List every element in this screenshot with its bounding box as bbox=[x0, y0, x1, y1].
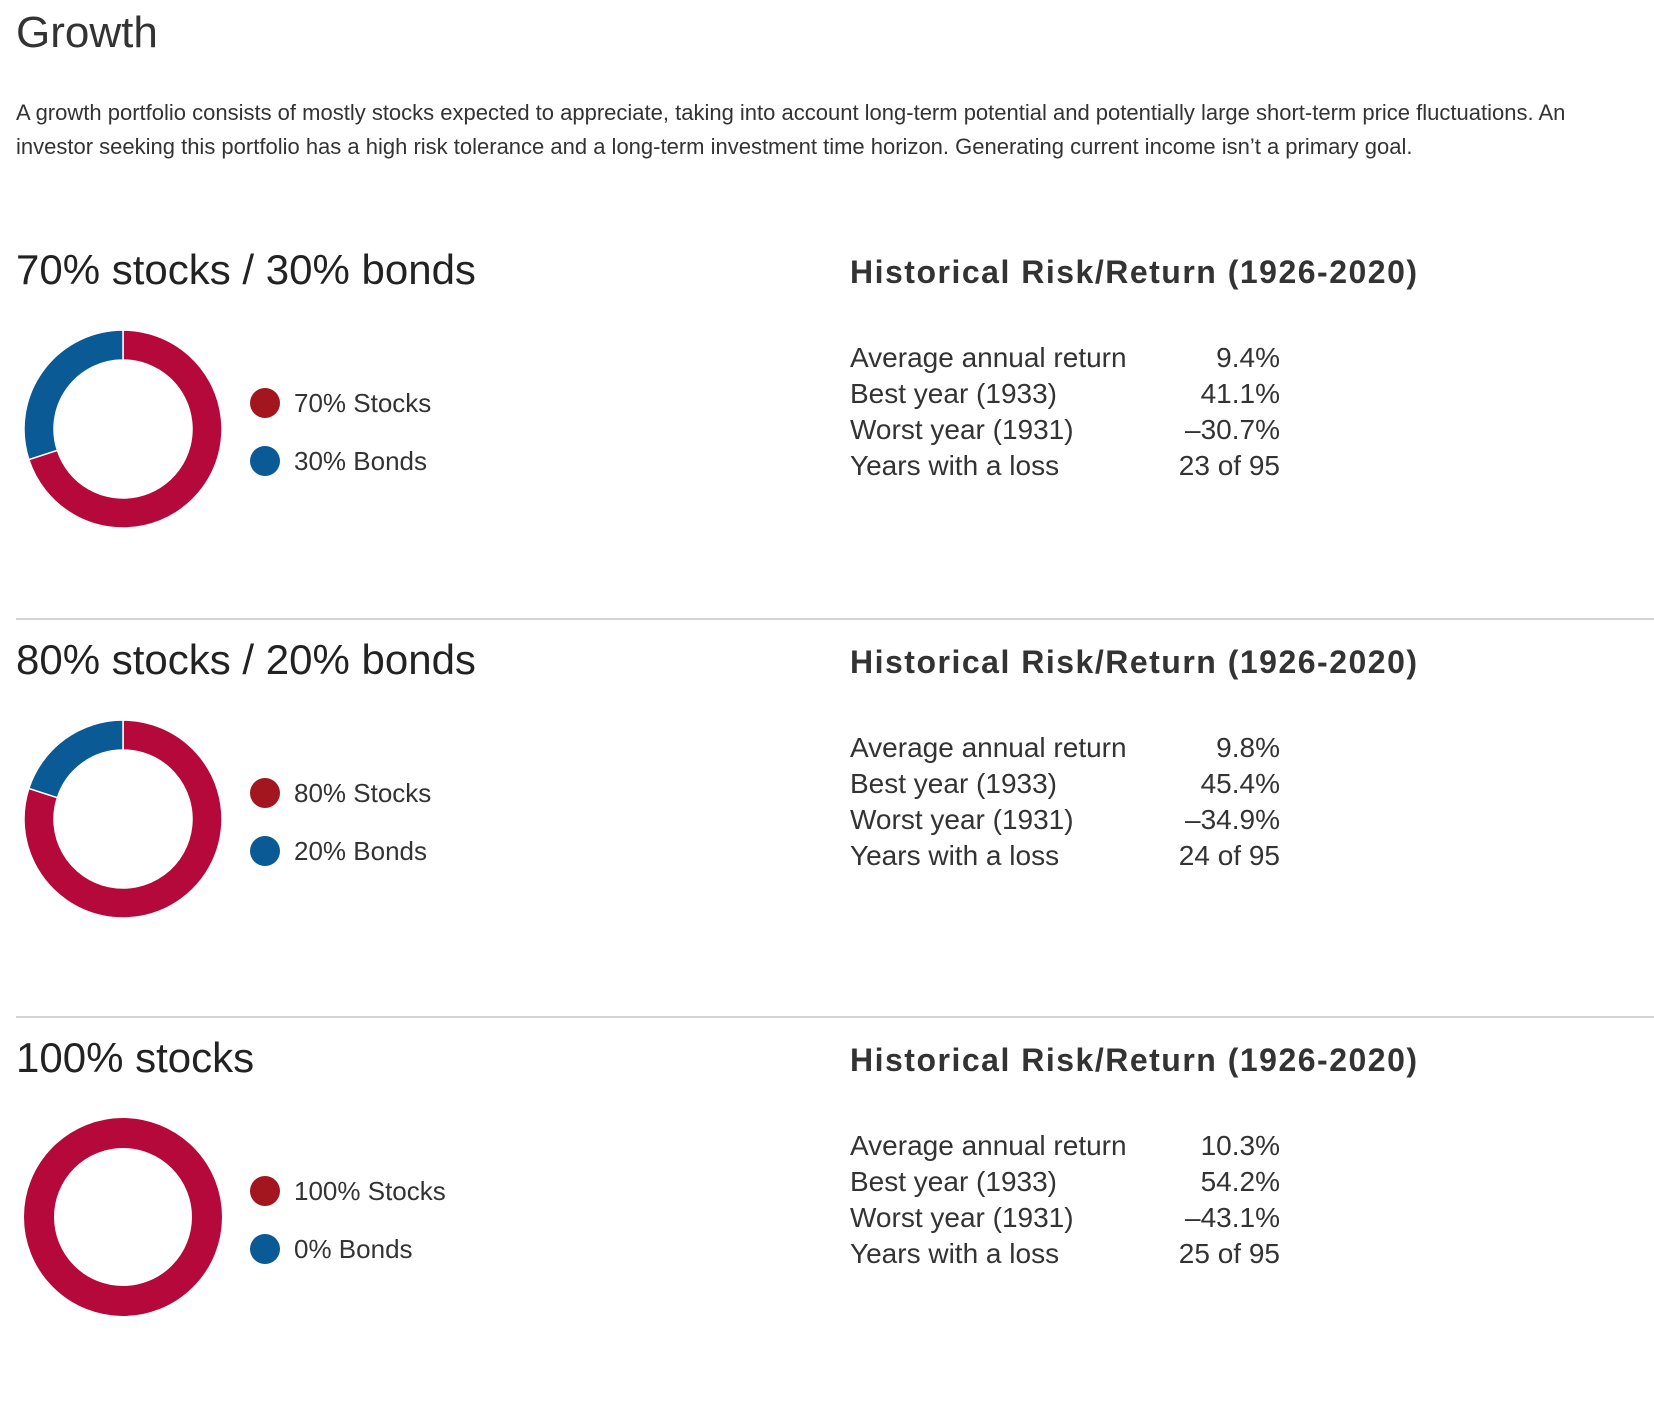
stat-row-average-return bbox=[850, 340, 1280, 376]
legend-item-stocks bbox=[250, 764, 431, 822]
donut-slice-bonds bbox=[24, 330, 123, 460]
stat-label: Average annual return bbox=[850, 732, 1127, 763]
stat-row-average-return bbox=[850, 1128, 1280, 1164]
stat-row-years-with-loss bbox=[850, 1236, 1280, 1272]
legend-item-stocks bbox=[250, 1162, 446, 1220]
chart-legend bbox=[250, 374, 431, 490]
stat-value: 25 of 95 bbox=[1178, 1238, 1280, 1269]
stat-row-best-year bbox=[850, 376, 1280, 412]
stat-label: Average annual return bbox=[850, 342, 1127, 373]
stat-value: –34.9% bbox=[1185, 804, 1280, 835]
stat-label: Average annual return bbox=[850, 1130, 1127, 1161]
portfolio-title: 100% stocks bbox=[16, 1034, 255, 1081]
portfolio-title: 70% stocks / 30% bonds bbox=[16, 246, 476, 293]
stats-title: Historical Risk/Return (1926-2020) bbox=[850, 254, 1419, 290]
allocation-donut-chart bbox=[16, 1110, 230, 1324]
stat-row-worst-year bbox=[850, 412, 1280, 448]
legend-item-bonds bbox=[250, 432, 431, 490]
stat-row-years-with-loss bbox=[850, 838, 1280, 874]
legend-label-stocks: 100% Stocks bbox=[294, 1175, 446, 1206]
stat-label: Worst year (1931) bbox=[850, 804, 1074, 835]
allocation-donut-chart bbox=[16, 712, 230, 926]
stat-label: Years with a loss bbox=[850, 1238, 1060, 1269]
stat-label: Best year (1933) bbox=[850, 768, 1057, 799]
allocation-donut-chart bbox=[16, 322, 230, 536]
stat-value: –30.7% bbox=[1185, 414, 1280, 445]
stocks-color-dot bbox=[250, 778, 280, 808]
stat-value: 23 of 95 bbox=[1178, 450, 1280, 481]
intro-paragraph: A growth portfolio consists of mostly stocks expected to appreciate, taking into account long-term potential and potentially large short-term price fluctuations. An investor seeking this portfolio has a high risk tolerance and a long-term investment time horizon. Generating current income isn’t a primary goal. bbox=[16, 100, 1566, 159]
portfolio-title: 80% stocks / 20% bonds bbox=[16, 636, 476, 683]
stat-value: 54.2% bbox=[1200, 1166, 1280, 1197]
stat-value: 10.3% bbox=[1200, 1130, 1280, 1161]
bonds-color-dot bbox=[250, 446, 280, 476]
stats-title: Historical Risk/Return (1926-2020) bbox=[850, 1042, 1419, 1078]
bonds-color-dot bbox=[250, 836, 280, 866]
legend-item-bonds bbox=[250, 822, 431, 880]
chart-legend bbox=[250, 764, 431, 880]
stocks-color-dot bbox=[250, 388, 280, 418]
section-divider bbox=[16, 618, 1654, 620]
stat-row-years-with-loss bbox=[850, 448, 1280, 484]
stat-label: Worst year (1931) bbox=[850, 1202, 1074, 1233]
stat-value: 45.4% bbox=[1200, 768, 1280, 799]
stat-row-average-return bbox=[850, 730, 1280, 766]
bonds-color-dot bbox=[250, 1234, 280, 1264]
stat-row-worst-year bbox=[850, 1200, 1280, 1236]
stat-label: Best year (1933) bbox=[850, 1166, 1057, 1197]
legend-label-bonds: 30% Bonds bbox=[294, 445, 427, 476]
stat-label: Years with a loss bbox=[850, 450, 1060, 481]
stat-label: Years with a loss bbox=[850, 840, 1060, 871]
page-title: Growth bbox=[16, 8, 158, 57]
stat-row-best-year bbox=[850, 766, 1280, 802]
legend-label-stocks: 80% Stocks bbox=[294, 777, 432, 808]
stat-label: Worst year (1931) bbox=[850, 414, 1074, 445]
stat-value: 9.4% bbox=[1216, 342, 1280, 373]
stat-label: Best year (1933) bbox=[850, 378, 1057, 409]
donut-slice-bonds bbox=[29, 720, 123, 798]
stats-table bbox=[850, 1128, 1280, 1272]
stats-table bbox=[850, 340, 1280, 484]
legend-label-bonds: 20% Bonds bbox=[294, 835, 427, 866]
portfolio-section-70-30 bbox=[0, 228, 1654, 618]
legend-label-stocks: 70% Stocks bbox=[294, 387, 432, 418]
stats-title: Historical Risk/Return (1926-2020) bbox=[850, 644, 1419, 680]
donut-slice-stocks bbox=[39, 1133, 207, 1301]
section-divider bbox=[16, 1016, 1654, 1018]
stat-row-worst-year bbox=[850, 802, 1280, 838]
stat-value: –43.1% bbox=[1185, 1202, 1280, 1233]
portfolio-section-80-20 bbox=[0, 618, 1654, 1008]
legend-item-stocks bbox=[250, 374, 431, 432]
legend-label-bonds: 0% Bonds bbox=[294, 1233, 413, 1264]
legend-item-bonds bbox=[250, 1220, 446, 1278]
portfolio-section-100 bbox=[0, 1016, 1654, 1406]
stat-value: 9.8% bbox=[1216, 732, 1280, 763]
stat-row-best-year bbox=[850, 1164, 1280, 1200]
chart-legend bbox=[250, 1162, 446, 1278]
stocks-color-dot bbox=[250, 1176, 280, 1206]
stat-value: 24 of 95 bbox=[1178, 840, 1280, 871]
stat-value: 41.1% bbox=[1200, 378, 1280, 409]
stats-table bbox=[850, 730, 1280, 874]
